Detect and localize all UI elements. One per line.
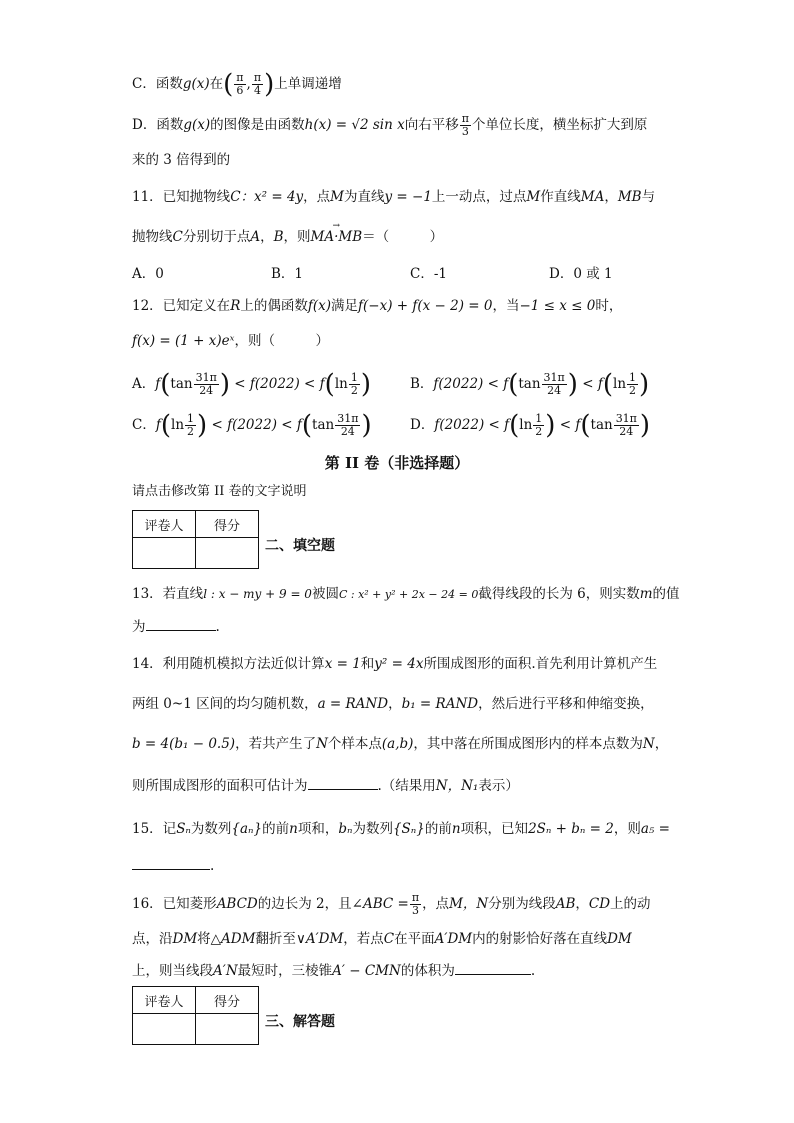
q11-option-b[interactable]: B．1 bbox=[271, 266, 304, 282]
q10-option-d[interactable] bbox=[132, 113, 647, 138]
q14-stem-line4: 则所围成图形的面积可估计为 .（结果用N，N₁表示） bbox=[132, 775, 519, 796]
answer-blank[interactable] bbox=[455, 960, 531, 975]
q11-stem-line1: 11．已知抛物线C：x² = 4y，点M为直线y = −1上一动点，过点M作直线MA，MB与 bbox=[132, 189, 656, 205]
grader-header: 评卷人 bbox=[133, 511, 196, 538]
answer-blank[interactable] bbox=[146, 616, 216, 631]
q12-option-d[interactable]: D．f(2022) < f(ln $\frac{1}{2}$ ) < f(tan $\frac{31\pi}{24}$ ) bbox=[410, 410, 651, 441]
q16-stem-line3: 上，则当线段A′N最短时，三棱锥A′ − CMN的体积为 . bbox=[132, 960, 535, 981]
score-cell[interactable] bbox=[196, 1014, 259, 1045]
q14-stem-line1: 14．利用随机模拟方法近似计算x = 1和y² = 4x所围成图形的面积.首先利用计算机产生 bbox=[132, 656, 658, 672]
q13-stem-line2: 为 . bbox=[132, 616, 220, 637]
q10-option-d-cont: 来的 3 倍得到的 bbox=[132, 152, 231, 168]
q14-stem-line2: 两组 0~1 区间的均匀随机数，a = RAND，b₁ = RAND，然后进行平移和伸缩变换， bbox=[132, 696, 654, 712]
q13-stem-line1: 13．若直线l : x − my + 9 = 0被圆C : x² + y² + 2x − 24 = 0截得线段的长为 6，则实数m的值 bbox=[132, 586, 680, 602]
q15-stem-line2: . bbox=[132, 855, 214, 876]
section-2-note[interactable]: 请点击修改第 II 卷的文字说明 bbox=[132, 484, 307, 499]
score-header: 得分 bbox=[196, 511, 259, 538]
score-table-section3 bbox=[132, 986, 259, 1045]
grader-cell[interactable] bbox=[133, 1014, 196, 1045]
math-gx: g(x) bbox=[183, 117, 211, 133]
answer-blank[interactable] bbox=[132, 855, 210, 870]
q14-stem-line3: b = 4(b₁ − 0.5)，若共产生了N个样本点(a,b)，其中落在所围成图形内的样本点数为N， bbox=[132, 736, 669, 752]
text: 在 bbox=[209, 76, 224, 92]
score-header: 得分 bbox=[196, 987, 259, 1014]
part-3-title: 三、解答题 bbox=[265, 1014, 335, 1030]
math-gx: g(x) bbox=[182, 76, 210, 92]
q11-option-c[interactable]: C．-1 bbox=[410, 266, 447, 282]
score-table-section2 bbox=[132, 510, 259, 569]
math-hx: h(x) = √2 sin x bbox=[304, 117, 405, 133]
fraction: $\frac{\pi}{3}$ bbox=[461, 112, 469, 138]
q11-option-d[interactable]: D．0 或 1 bbox=[549, 266, 613, 282]
q11-option-a[interactable]: A．0 bbox=[132, 266, 164, 282]
text: 的图像是由函数 bbox=[210, 117, 305, 133]
text: 个单位长度，横坐标扩大到原 bbox=[471, 117, 648, 133]
fraction: $\frac{\pi}{6}$ bbox=[236, 71, 244, 97]
q11-stem-line2: 抛物线C分别切于点A，B，则→ MA·MB＝（ ） bbox=[132, 227, 443, 247]
part-2-title: 二、填空题 bbox=[265, 538, 335, 554]
q16-stem-line2: 点，沿DM将△ADM翻折至∨A′DM，若点C在平面A′DM内的射影恰好落在直线DM bbox=[132, 931, 632, 947]
vector-dot-product: → MA·MB bbox=[311, 227, 363, 247]
q12-stem-line1: 12．已知定义在R上的偶函数f(x)满足f(−x) + f(x − 2) = 0，当−1 ≤ x ≤ 0时， bbox=[132, 298, 623, 314]
text: 上单调递增 bbox=[274, 76, 342, 92]
q12-option-a[interactable]: A．f(tan $\frac{31\pi}{24}$ ) < f(2022) < f(ln $\frac{1}{2}$ ) bbox=[132, 369, 371, 400]
q12-stem-line2: f(x) = (1 + x)eˣ，则（ ） bbox=[132, 333, 329, 349]
q15-stem-line1: 15．记Sₙ为数列{aₙ}的前n项和，bₙ为数列{Sₙ}的前n项积，已知2Sₙ + bₙ = 2，则a₅ = bbox=[132, 821, 670, 837]
grader-cell[interactable] bbox=[133, 538, 196, 569]
text: C．函数 bbox=[132, 76, 183, 92]
text: D．函数 bbox=[132, 117, 184, 133]
fraction: $\frac{\pi}{4}$ bbox=[253, 71, 262, 97]
q10-option-c[interactable]: C．函数g(x)在( $\frac{\pi}{6}$ , $\frac{\pi}{4}$ )上单调递增 bbox=[132, 69, 342, 100]
score-cell[interactable] bbox=[196, 538, 259, 569]
q12-option-b[interactable]: B．f(2022) < f(tan $\frac{31\pi}{24}$ ) < f(ln $\frac{1}{2}$ ) bbox=[410, 369, 650, 400]
q12-option-c[interactable]: C．f(ln $\frac{1}{2}$ ) < f(2022) < f(tan $\frac{31\pi}{24}$ ) bbox=[132, 410, 372, 441]
q16-stem-line1: 16．已知菱形ABCD的边长为 2，且∠ABC = $\frac{\pi}{3}$ ，点M，N分别为线段AB，CD上的动 bbox=[132, 891, 651, 917]
paren-open: ( bbox=[223, 69, 234, 100]
paren-close: ) bbox=[264, 69, 275, 100]
section-2-title: 第 II 卷（非选择题） bbox=[324, 454, 470, 472]
grader-header: 评卷人 bbox=[133, 987, 196, 1014]
text: 向右平移 bbox=[404, 117, 459, 133]
answer-blank[interactable] bbox=[308, 775, 378, 790]
